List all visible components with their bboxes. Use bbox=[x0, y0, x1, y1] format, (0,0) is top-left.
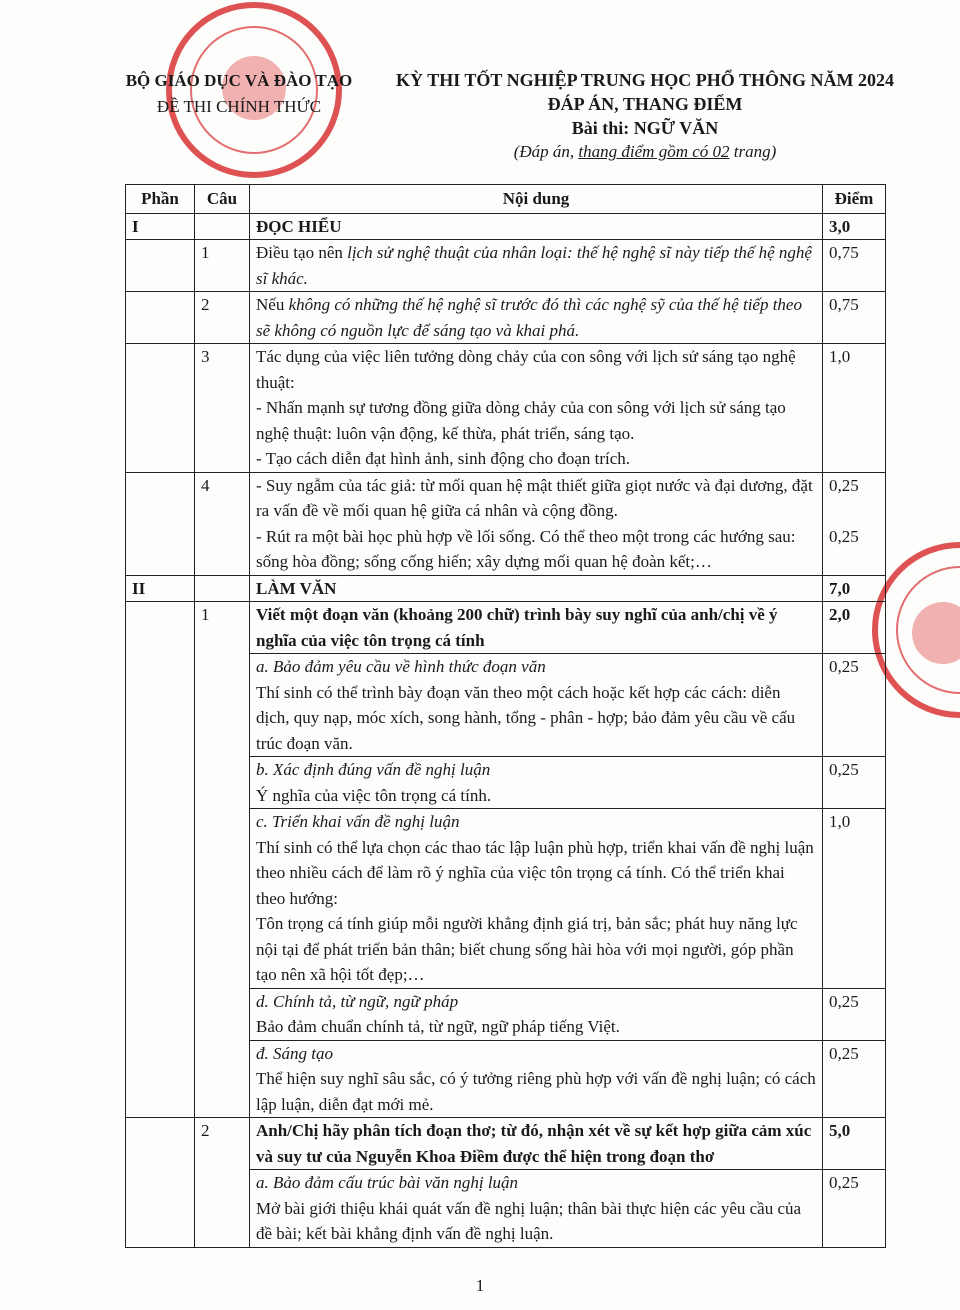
header-score: Điểm bbox=[823, 185, 886, 214]
table-header-row bbox=[126, 185, 886, 214]
answer-text: Điều tạo nên lịch sử nghệ thuật của nhân loại: thế hệ nghệ sĩ này tiếp thế hệ nghệ sĩ khác. bbox=[250, 240, 823, 292]
criterion-title: đ. Sáng tạo bbox=[256, 1043, 333, 1063]
table-row: a. Bảo đảm cấu trúc bài văn nghị luận Mở bài giới thiệu khái quát vấn đề nghị luận; thân bài thực hiện các yêu cầu của đề bài; kết bài khẳng định vấn đề nghị luận. 0,25 bbox=[126, 1170, 886, 1248]
doc-type: ĐÁP ÁN, THANG ĐIỂM bbox=[547, 94, 743, 114]
table-row: 1 Viết một đoạn văn (khoảng 200 chữ) trình bày suy nghĩ của anh/chị về ý nghĩa của việc tôn trọng cá tính 2,0 bbox=[126, 602, 886, 654]
task-title: Viết một đoạn văn (khoảng 200 chữ) trình bày suy nghĩ của anh/chị về ý nghĩa của việc tôn trọng cá tính bbox=[250, 602, 823, 654]
exam-name: KỲ THI TỐT NGHIỆP TRUNG HỌC PHỔ THÔNG NĂM 2024 bbox=[396, 70, 894, 90]
table-row: 4 - Suy ngẫm của tác giả: từ mối quan hệ mật thiết giữa giọt nước và đại dương, đặt ra vấn đề về mối quan hệ giữa cá nhân và cộng đồng. - Rút ra một bài học phù hợp về lối sống. Có thể theo một trong các hướng sau: sống hòa đồng; sống cống hiến; xây dựng mối quan hệ đoàn kết;… 0,25 0,25 bbox=[126, 472, 886, 575]
table-row: c. Triển khai vấn đề nghị luận Thí sinh có thể lựa chọn các thao tác lập luận phù hợp, triển khai vấn đề nghị luận theo nhiều cách để làm rõ ý nghĩa của việc tôn trọng cá tính. Có thể triển khai theo hướng: Tôn trọng cá tính giúp mỗi người khẳng định giá trị, bản sắc; phát huy năng lực nội tại để phát triển bản thân; biết chung sống hài hòa với mọi người, góp phần tạo nên xã hội tốt đẹp;… 1,0 bbox=[126, 809, 886, 989]
answer-text: Tác dụng của việc liên tưởng dòng chảy của con sông với lịch sử sáng tạo nghệ thuật: - Nhấn mạnh sự tương đồng giữa dòng chảy của con sông với lịch sử sáng tạo nghệ thuật: luôn vận động, kế thừa, phát triển, sáng tạo. - Tạo cách diễn đạt hình ảnh, sinh động cho đoạn trích. bbox=[250, 344, 823, 473]
part-score: 3,0 bbox=[823, 213, 886, 240]
exam-title-block bbox=[390, 68, 900, 164]
task-title: Anh/Chị hãy phân tích đoạn thơ; từ đó, nhận xét về sự kết hợp giữa cảm xúc và suy tư của Nguyễn Khoa Điềm được thể hiện trong đoạn thơ bbox=[250, 1118, 823, 1170]
answer-text: - Suy ngẫm của tác giả: từ mối quan hệ mật thiết giữa giọt nước và đại dương, đặt ra vấn đề về mối quan hệ giữa cá nhân và cộng đồng. - Rút ra một bài học phù hợp về lối sống. Có thể theo một trong các hướng sau: sống hòa đồng; sống cống hiến; xây dựng mối quan hệ đoàn kết;… bbox=[250, 472, 823, 575]
criterion-title: a. Bảo đảm cấu trúc bài văn nghị luận bbox=[256, 1173, 519, 1192]
criterion-title: a. Bảo đảm yêu cầu về hình thức đoạn văn bbox=[256, 657, 546, 676]
table-row: d. Chính tả, từ ngữ, ngữ pháp Bảo đảm chuẩn chính tả, từ ngữ, ngữ pháp tiếng Việt. 0,25 bbox=[126, 988, 886, 1040]
table-row: đ. Sáng tạo Thể hiện suy nghĩ sâu sắc, có ý tưởng riêng phù hợp với vấn đề nghị luận; có cách lập luận, diễn đạt mới mẻ. 0,25 bbox=[126, 1040, 886, 1118]
header-part: Phần bbox=[126, 185, 195, 214]
part-title: ĐỌC HIỂU bbox=[250, 213, 823, 240]
table-row: 3 Tác dụng của việc liên tưởng dòng chảy của con sông với lịch sử sáng tạo nghệ thuật: - Nhấn mạnh sự tương đồng giữa dòng chảy của con sông với lịch sử sáng tạo nghệ thuật: luôn vận động, kế thừa, phát triển, sáng tạo. - Tạo cách diễn đạt hình ảnh, sinh động cho đoạn trích. 1,0 bbox=[126, 344, 886, 473]
criterion-title: c. Triển khai vấn đề nghị luận bbox=[256, 812, 460, 831]
part-row: II LÀM VĂN 7,0 bbox=[126, 575, 886, 602]
criterion-title: b. Xác định đúng vấn đề nghị luận bbox=[256, 760, 491, 779]
criterion-title: d. Chính tả, từ ngữ, ngữ pháp bbox=[256, 991, 459, 1011]
table-row: 2 Anh/Chị hãy phân tích đoạn thơ; từ đó, nhận xét về sự kết hợp giữa cảm xúc và suy tư của Nguyễn Khoa Điềm được thể hiện trong đoạn thơ 5,0 bbox=[126, 1118, 886, 1170]
header-question: Câu bbox=[195, 185, 250, 214]
table-row: 2 Nếu không có những thế hệ nghệ sĩ trước đó thì các nghệ sỹ của thế hệ tiếp theo sẽ không có nguồn lực để sáng tạo và khai phá. 0,75 bbox=[126, 292, 886, 344]
part-score: 7,0 bbox=[823, 575, 886, 602]
header-content: Nội dung bbox=[250, 185, 823, 214]
table-row: a. Bảo đảm yêu cầu về hình thức đoạn văn Thí sinh có thể trình bày đoạn văn theo một cách hoặc kết hợp các cách: diễn dịch, quy nạp, móc xích, song hành, tổng - phân - hợp; bảo đảm yêu cầu về cấu trúc đoạn văn. 0,25 bbox=[126, 654, 886, 757]
part-title: LÀM VĂN bbox=[250, 575, 823, 602]
pages-note: (Đáp án, thang điểm gồm có 02 trang) bbox=[513, 142, 777, 161]
answer-text: Nếu không có những thế hệ nghệ sĩ trước đó thì các nghệ sỹ của thế hệ tiếp theo sẽ không có nguồn lực để sáng tạo và khai phá. bbox=[250, 292, 823, 344]
ministry-name: BỘ GIÁO DỤC VÀ ĐÀO TẠO bbox=[125, 71, 353, 90]
table-row: 1 Điều tạo nên lịch sử nghệ thuật của nhân loại: thế hệ nghệ sĩ này tiếp thế hệ nghệ sĩ khác. 0,75 bbox=[126, 240, 886, 292]
part-row: I ĐỌC HIỂU 3,0 bbox=[126, 213, 886, 240]
table-row: b. Xác định đúng vấn đề nghị luận Ý nghĩa của việc tôn trọng cá tính. 0,25 bbox=[126, 757, 886, 809]
answer-table bbox=[125, 184, 886, 1248]
issuer-block bbox=[106, 68, 372, 120]
official-label: ĐỀ THI CHÍNH THỨC bbox=[156, 97, 322, 116]
subject: Bài thi: NGỮ VĂN bbox=[571, 118, 719, 138]
page-number: 1 bbox=[475, 1276, 485, 1295]
